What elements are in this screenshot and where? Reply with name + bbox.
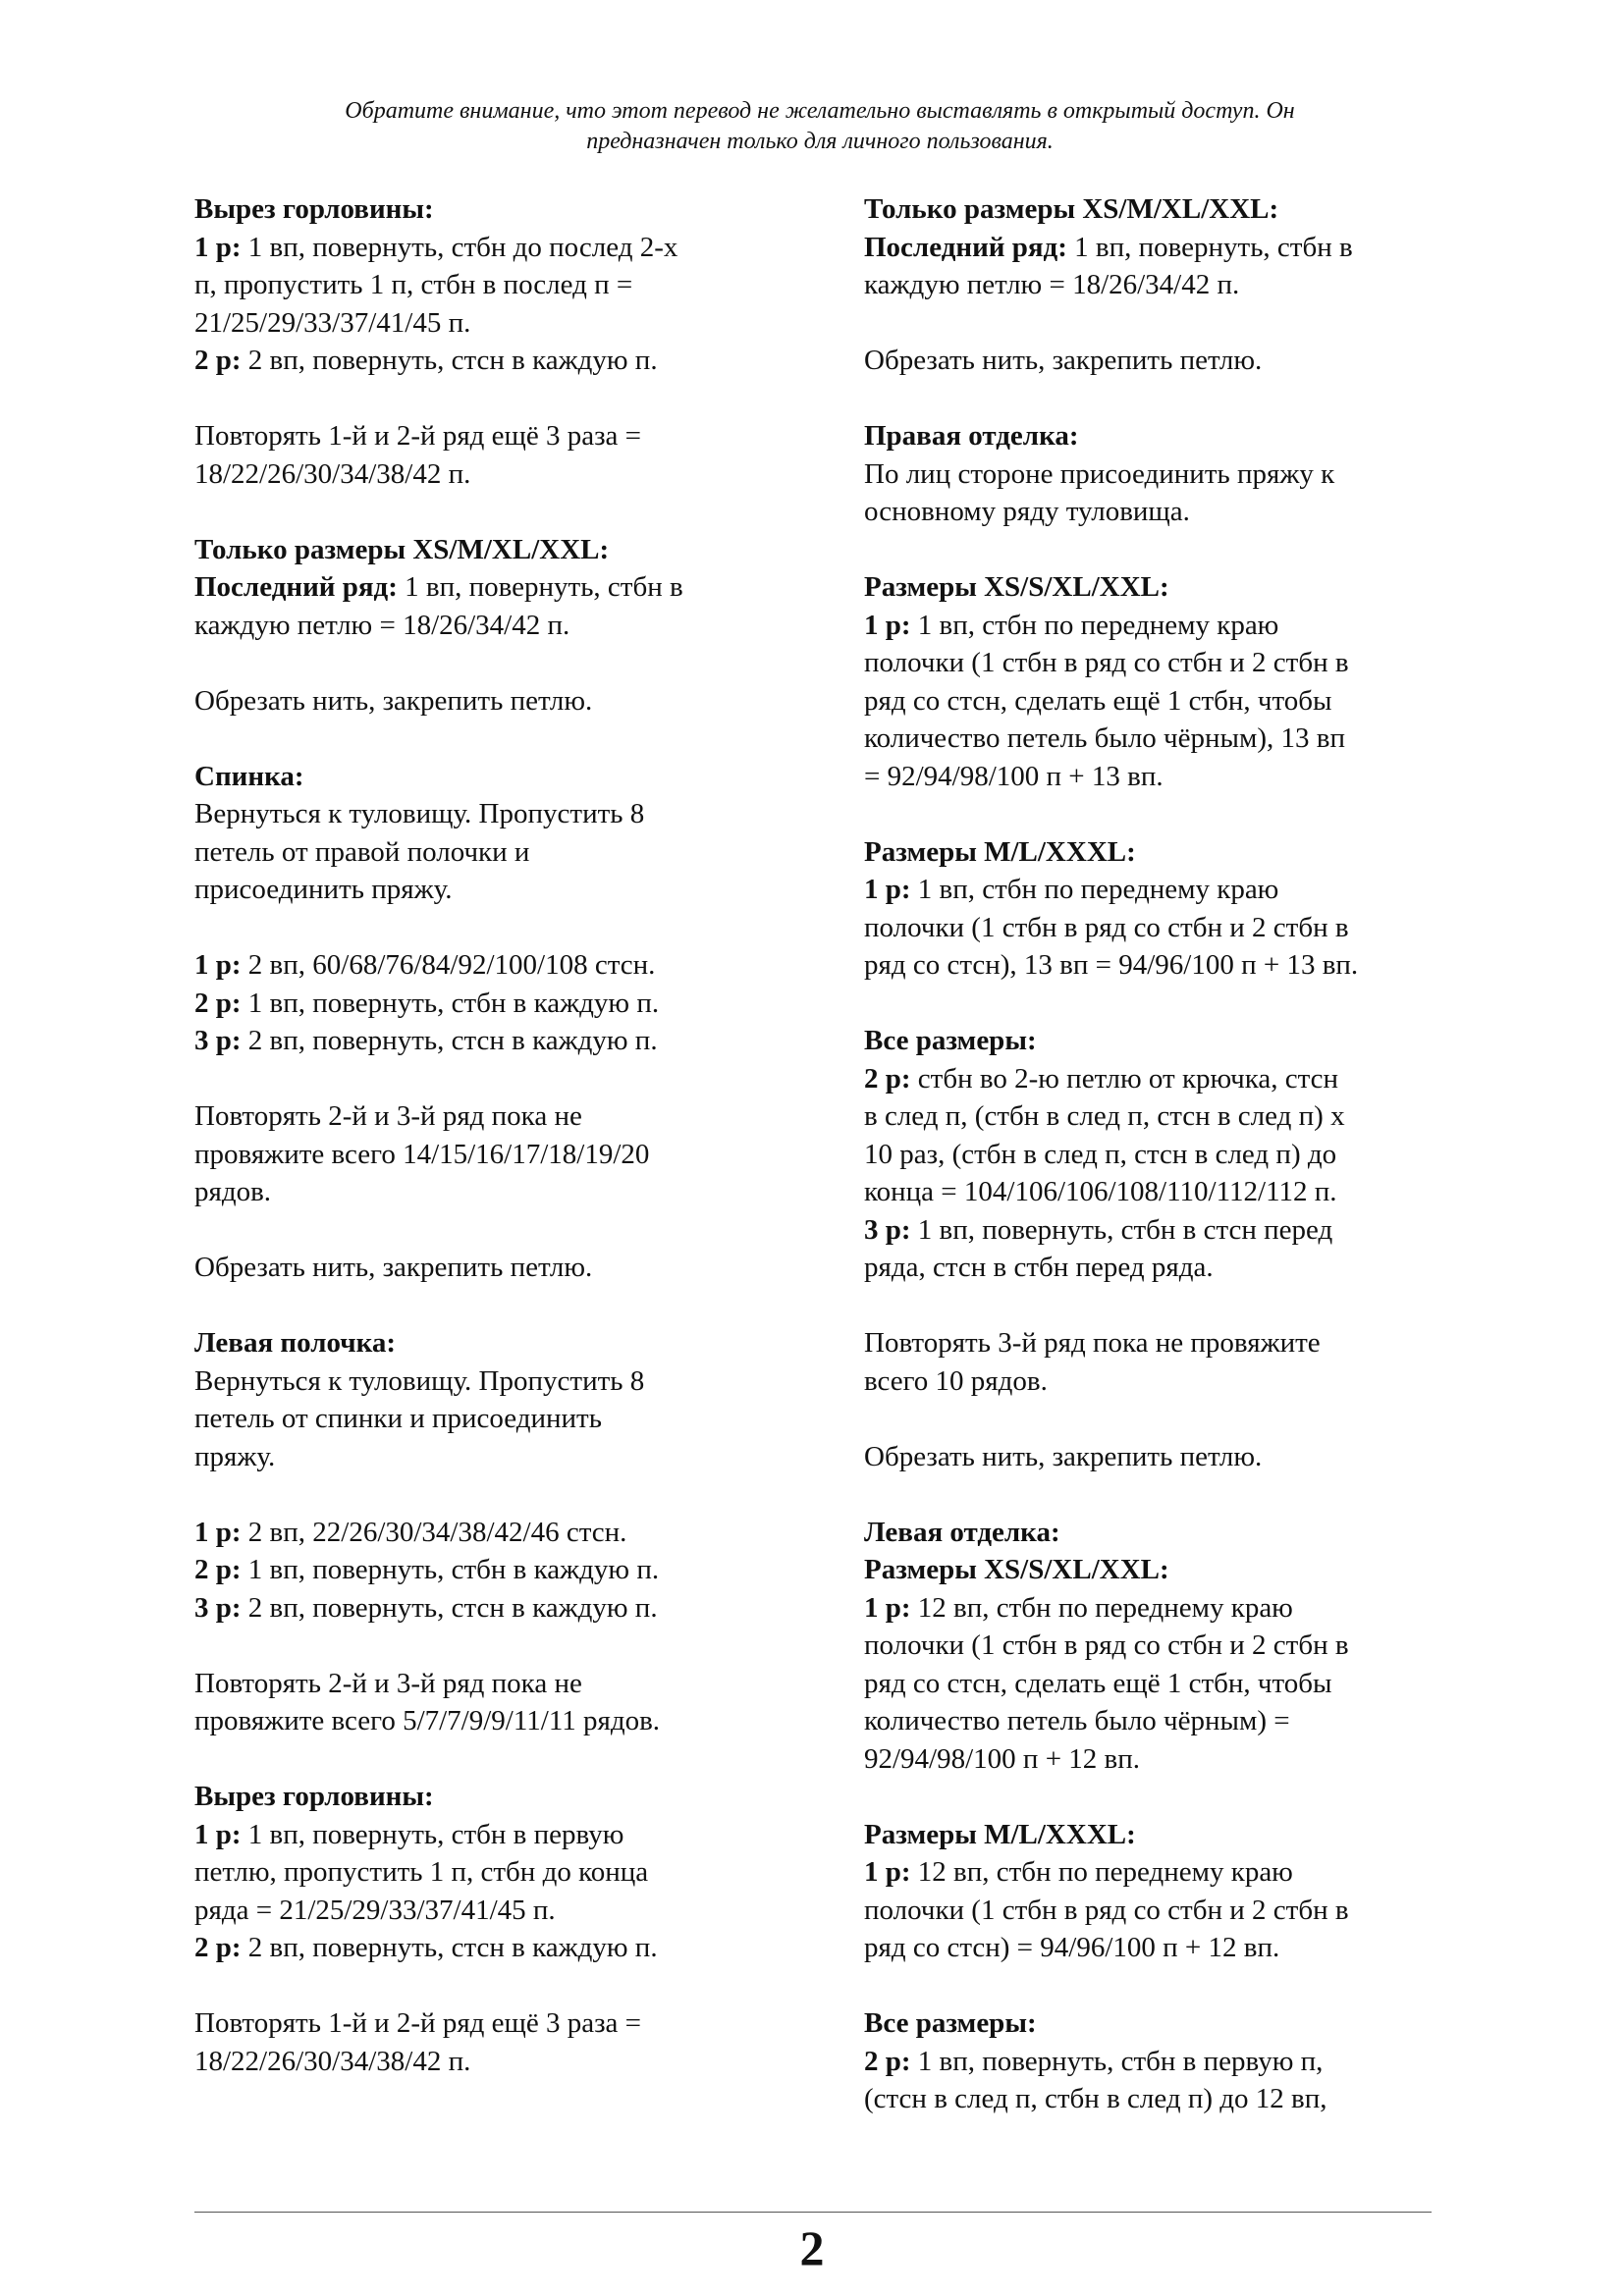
line-text: 92/94/98/100 п + 12 вп. <box>864 1742 1141 1775</box>
heading-text: Все размеры: <box>864 1025 1037 1056</box>
line-text: конца = 104/106/106/108/110/112/112 п. <box>864 1176 1337 1207</box>
text-line <box>194 266 784 304</box>
text-line <box>194 1853 784 1892</box>
paragraph-gap <box>194 1060 784 1098</box>
paragraph-gap <box>864 1475 1453 1514</box>
line-text: провяжите всего 14/15/16/17/18/19/20 <box>194 1138 650 1170</box>
line-text: 2 вп, 22/26/30/34/38/42/46 стсн. <box>241 1516 627 1548</box>
instruction-row <box>194 1551 784 1589</box>
heading-text: Только размеры XS/M/XL/XXL: <box>194 533 610 565</box>
instruction-row <box>194 342 784 380</box>
paragraph-gap <box>864 1400 1453 1438</box>
row-label: 3 р: <box>864 1213 911 1246</box>
section-heading <box>864 1514 1453 1552</box>
instruction-row <box>194 1929 784 1967</box>
section-heading <box>194 531 784 569</box>
line-text: 2 вп, повернуть, стсн в каждую п. <box>241 1932 658 1963</box>
line-text: основному ряду туловища. <box>864 496 1190 527</box>
line-text: 12 вп, стбн по переднему краю <box>910 1591 1293 1624</box>
text-line <box>194 1097 784 1136</box>
footer-divider <box>194 2212 1432 2213</box>
row-label: 2 р: <box>194 1932 242 1963</box>
section-heading <box>864 190 1453 229</box>
row-label: 1 р: <box>194 231 242 263</box>
page-number: 2 <box>799 2220 825 2275</box>
section-heading <box>194 1324 784 1362</box>
instruction-row <box>194 1816 784 1854</box>
text-line <box>864 720 1453 758</box>
instruction-row <box>864 1211 1453 1250</box>
text-line <box>194 1438 784 1476</box>
left-column <box>194 190 784 2080</box>
line-text: 1 вп, повернуть, стбн в первую <box>241 1818 624 1850</box>
section-heading <box>864 417 1453 455</box>
line-text: полочки (1 стбн в ряд со стбн и 2 стбн в <box>864 1894 1349 1926</box>
line-text: Повторять 2-й и 3-й ряд пока не <box>194 1100 582 1132</box>
paragraph-gap <box>864 380 1453 418</box>
row-label: 1 р: <box>864 609 911 641</box>
paragraph-gap <box>194 380 784 418</box>
text-line <box>194 1665 784 1703</box>
section-heading <box>864 833 1453 872</box>
text-line <box>864 1249 1453 1287</box>
line-text: п, пропустить 1 п, стбн в послед п = <box>194 269 633 300</box>
line-text: полочки (1 стбн в ряд со стбн и 2 стбн в <box>864 911 1349 943</box>
line-text: в след п, (стбн в след п, стсн в след п) х <box>864 1100 1345 1132</box>
row-label: Последний ряд: <box>194 571 398 603</box>
text-line <box>864 1892 1453 1930</box>
section-heading <box>864 568 1453 607</box>
text-line <box>194 304 784 343</box>
line-text: Вернуться к туловищу. Пропустить 8 <box>194 1364 645 1397</box>
instruction-row <box>194 568 784 607</box>
row-label: 2 р: <box>864 2045 911 2077</box>
line-text: 12 вп, стбн по переднему краю <box>910 1856 1293 1888</box>
line-text: Повторять 3-й ряд пока не провяжите <box>864 1327 1321 1359</box>
line-text: ряда, стсн в стбн перед ряда. <box>864 1252 1214 1283</box>
instruction-row <box>194 1022 784 1060</box>
line-text: (стсн в след п, стбн в след п) до 12 вп, <box>864 2083 1327 2114</box>
text-line <box>864 909 1453 947</box>
paragraph-gap <box>194 1211 784 1250</box>
line-text: Повторять 1-й и 2-й ряд ещё 3 раза = <box>194 420 642 452</box>
line-text: По лиц стороне присоединить пряжу к <box>864 457 1335 490</box>
instruction-row <box>864 871 1453 909</box>
paragraph-gap <box>864 1967 1453 2005</box>
instruction-row <box>864 607 1453 645</box>
heading-text: Спинка: <box>194 760 304 792</box>
line-text: петлю, пропустить 1 п, стбн до конца <box>194 1856 649 1888</box>
paragraph-gap <box>864 1287 1453 1325</box>
line-text: каждую петлю = 18/26/34/42 п. <box>194 609 570 641</box>
text-line <box>194 1702 784 1740</box>
line-text: 1 вп, повернуть, стбн в первую п, <box>910 2045 1324 2077</box>
heading-text: Все размеры: <box>864 2007 1037 2039</box>
line-text: 1 вп, повернуть, стбн в стсн перед <box>910 1213 1333 1246</box>
line-text: количество петель было чёрным), 13 вп <box>864 722 1345 754</box>
instruction-row <box>864 2043 1453 2081</box>
line-text: Обрезать нить, закрепить петлю. <box>194 684 593 717</box>
paragraph-gap <box>864 1778 1453 1816</box>
notice-line-2: предназначен только для личного пользования. <box>586 129 1054 154</box>
instruction-row <box>864 1589 1453 1628</box>
section-heading <box>194 190 784 229</box>
text-line <box>864 342 1453 380</box>
line-text: всего 10 рядов. <box>864 1364 1048 1397</box>
translation-notice <box>147 96 1492 157</box>
heading-text: Левая полочка: <box>194 1327 397 1359</box>
text-line <box>864 758 1453 796</box>
text-line <box>864 1702 1453 1740</box>
line-text: рядов. <box>194 1176 272 1207</box>
text-line <box>194 607 784 645</box>
section-heading <box>864 1816 1453 1854</box>
section-heading <box>864 2004 1453 2043</box>
text-line <box>864 493 1453 531</box>
line-text: ряд со стсн, сделать ещё 1 стбн, чтобы <box>864 684 1332 717</box>
instruction-row <box>194 1514 784 1552</box>
text-line <box>864 1665 1453 1703</box>
heading-text: Правая отделка: <box>864 420 1079 452</box>
heading-text: Левая отделка: <box>864 1516 1060 1548</box>
text-line <box>864 266 1453 304</box>
line-text: 1 вп, повернуть, стбн в каждую п. <box>241 987 660 1019</box>
heading-text: Размеры M/L/XXXL: <box>864 835 1136 868</box>
instruction-row <box>864 229 1453 267</box>
paragraph-gap <box>194 720 784 758</box>
paragraph-gap <box>194 493 784 531</box>
row-label: 1 р: <box>864 1591 911 1624</box>
text-line <box>194 417 784 455</box>
row-label: 2 р: <box>194 987 242 1019</box>
text-line <box>194 2043 784 2081</box>
text-line <box>194 1400 784 1438</box>
instruction-row <box>864 1853 1453 1892</box>
line-text: 1 вп, повернуть, стбн в каждую п. <box>241 1554 660 1585</box>
heading-text: Размеры XS/S/XL/XXL: <box>864 1554 1169 1585</box>
text-line <box>864 1173 1453 1211</box>
instruction-row <box>194 946 784 985</box>
line-text: пряжу. <box>194 1440 276 1472</box>
line-text: 1 вп, повернуть, стбн в <box>1066 231 1353 263</box>
paragraph-gap <box>194 644 784 682</box>
text-line <box>864 2080 1453 2118</box>
line-text: Обрезать нить, закрепить петлю. <box>864 345 1263 376</box>
paragraph-gap <box>194 1627 784 1665</box>
text-line <box>864 946 1453 985</box>
paragraph-gap <box>194 1740 784 1779</box>
instruction-row <box>864 1060 1453 1098</box>
line-text: 1 вп, повернуть, стбн до послед 2-х <box>241 231 678 263</box>
line-text: полочки (1 стбн в ряд со стбн и 2 стбн в <box>864 1629 1349 1661</box>
row-label: 3 р: <box>194 1025 242 1056</box>
text-line <box>194 1892 784 1930</box>
line-text: 2 вп, 60/68/76/84/92/100/108 стсн. <box>241 949 656 981</box>
heading-text: Только размеры XS/M/XL/XXL: <box>864 193 1279 225</box>
text-line <box>864 1136 1453 1174</box>
line-text: количество петель было чёрным) = <box>864 1705 1290 1736</box>
line-text: присоединить пряжу. <box>194 874 453 905</box>
heading-text: Вырез горловины: <box>194 193 434 225</box>
text-line <box>194 455 784 494</box>
text-line <box>194 1173 784 1211</box>
text-line <box>864 682 1453 721</box>
section-heading <box>864 1022 1453 1060</box>
row-label: 1 р: <box>194 949 242 981</box>
instruction-row <box>194 229 784 267</box>
line-text: петель от правой полочки и <box>194 835 530 868</box>
line-text: 2 вп, повернуть, стсн в каждую п. <box>241 1025 658 1056</box>
paragraph-gap <box>864 795 1453 833</box>
notice-line-1: Обратите внимание, что этот перевод не желательно выставлять в открытый доступ. Он <box>345 98 1295 124</box>
text-line <box>194 682 784 721</box>
row-label: Последний ряд: <box>864 231 1067 263</box>
paragraph-gap <box>864 531 1453 569</box>
line-text: 1 вп, стбн по переднему краю <box>910 609 1279 641</box>
line-text: 18/22/26/30/34/38/42 п. <box>194 2045 471 2077</box>
heading-text: Вырез горловины: <box>194 1781 434 1812</box>
line-text: Обрезать нить, закрепить петлю. <box>864 1440 1263 1472</box>
line-text: ряда = 21/25/29/33/37/41/45 п. <box>194 1894 556 1926</box>
row-label: 1 р: <box>194 1516 242 1548</box>
line-text: 1 вп, стбн по переднему краю <box>910 874 1279 905</box>
text-line <box>194 1362 784 1401</box>
line-text: 2 вп, повернуть, стсн в каждую п. <box>241 345 658 376</box>
line-text: Вернуться к туловищу. Пропустить 8 <box>194 798 645 829</box>
line-text: полочки (1 стбн в ряд со стбн и 2 стбн в <box>864 647 1349 678</box>
text-line <box>194 871 784 909</box>
line-text: провяжите всего 5/7/7/9/9/11/11 рядов. <box>194 1705 661 1736</box>
line-text: 10 раз, (стбн в след п, стсн в след п) до <box>864 1138 1337 1170</box>
row-label: 2 р: <box>194 345 242 376</box>
row-label: 1 р: <box>864 1856 911 1888</box>
text-line <box>864 1324 1453 1362</box>
line-text: Обрезать нить, закрепить петлю. <box>194 1252 593 1283</box>
instruction-row <box>194 985 784 1023</box>
line-text: 2 вп, повернуть, стсн в каждую п. <box>241 1591 658 1624</box>
text-line <box>864 1097 1453 1136</box>
line-text: каждую петлю = 18/26/34/42 п. <box>864 269 1240 300</box>
paragraph-gap <box>194 1967 784 2005</box>
line-text: ряд со стсн) = 94/96/100 п + 12 вп. <box>864 1932 1280 1963</box>
text-line <box>864 1740 1453 1779</box>
row-label: 3 р: <box>194 1591 242 1624</box>
line-text: ряд со стсн, сделать ещё 1 стбн, чтобы <box>864 1667 1332 1699</box>
line-text: Повторять 1-й и 2-й ряд ещё 3 раза = <box>194 2007 642 2039</box>
paragraph-gap <box>864 985 1453 1023</box>
text-line <box>864 455 1453 494</box>
paragraph-gap <box>194 1287 784 1325</box>
section-heading <box>194 1778 784 1816</box>
line-text: 18/22/26/30/34/38/42 п. <box>194 457 471 490</box>
row-label: 2 р: <box>864 1062 911 1095</box>
text-line <box>194 795 784 833</box>
text-line <box>864 1627 1453 1665</box>
instruction-row <box>194 1589 784 1628</box>
heading-text: Размеры XS/S/XL/XXL: <box>864 571 1169 603</box>
paragraph-gap <box>864 304 1453 343</box>
section-heading <box>864 1551 1453 1589</box>
line-text: ряд со стсн), 13 вп = 94/96/100 п + 13 вп. <box>864 949 1359 981</box>
line-text: 21/25/29/33/37/41/45 п. <box>194 306 471 339</box>
text-line <box>864 644 1453 682</box>
row-label: 1 р: <box>864 874 911 905</box>
heading-text: Размеры M/L/XXXL: <box>864 1818 1136 1850</box>
row-label: 1 р: <box>194 1818 242 1850</box>
line-text: петель от спинки и присоединить <box>194 1403 602 1434</box>
text-line <box>194 2004 784 2043</box>
section-heading <box>194 758 784 796</box>
text-line <box>864 1438 1453 1476</box>
text-line <box>864 1929 1453 1967</box>
text-line <box>194 1249 784 1287</box>
row-label: 2 р: <box>194 1554 242 1585</box>
line-text: 1 вп, повернуть, стбн в <box>397 571 683 603</box>
paragraph-gap <box>194 909 784 947</box>
line-text: = 92/94/98/100 п + 13 вп. <box>864 760 1164 792</box>
line-text: Повторять 2-й и 3-й ряд пока не <box>194 1667 582 1699</box>
text-line <box>864 1362 1453 1401</box>
paragraph-gap <box>194 1475 784 1514</box>
text-line <box>194 833 784 872</box>
text-line <box>194 1136 784 1174</box>
line-text: стбн во 2-ю петлю от крючка, стсн <box>910 1062 1338 1095</box>
right-column <box>864 190 1453 2118</box>
